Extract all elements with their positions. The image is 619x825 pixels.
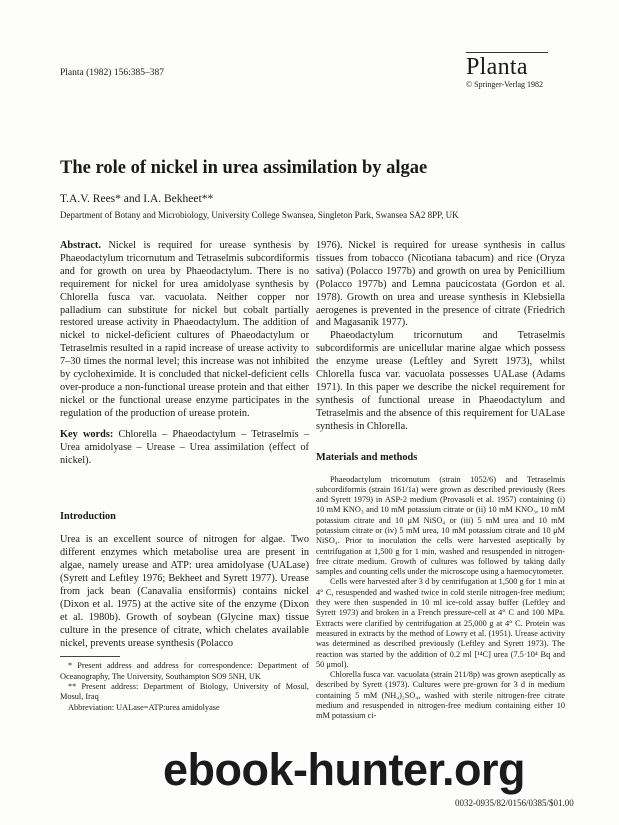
introduction-heading: Introduction bbox=[60, 511, 116, 523]
methods-text bbox=[316, 475, 565, 722]
abstract-label: Abstract. bbox=[60, 240, 101, 251]
methods-heading: Materials and methods bbox=[316, 451, 418, 463]
footnote-abbreviation: Abbreviation: UALase=ATP:urea amidolyase bbox=[68, 702, 220, 712]
keywords-text: Chlorella – Phaeodactylum – Tetraselmis – Urea amidolyase – Urease – Urea assimilation (effect of nickel). bbox=[60, 428, 309, 466]
methods-paragraph-3: Chlorella fusca var. vacuolata (strain 211/8p) was grown aseptically as described by Syrett (1973). Cultures were pre-grown for 3 d in medium containing 5 mM (NH₄)₂SO₄, washed with sterile nitrogen-free citrate medium and resuspended in nitrogen-free medium containing either 10 mM potassium ci- bbox=[316, 670, 565, 721]
introduction-text: Urea is an excellent source of nitrogen for algae. Two different enzymes which metabolise urea are present in algae, namely urease and ATP: urea amidolyase (UALase) (Syrett and Leftley 1976; Bekheet and Syrett 1977). Urease from jack bean (Canavalia ensiformis) contains nickel (Dixon et al. 1975) at the active site of the enzyme (Dixon et al. 1980b). Growth of soybean (Glycine max) tissue culture in the presence of citrate, which chelates available nickel, prevents urease synthesis (Polacco bbox=[60, 534, 309, 649]
journal-citation: Planta (1982) 156:385–387 bbox=[60, 68, 164, 78]
footnote-divider bbox=[60, 656, 120, 657]
footnote-address: * Present address and address for correspondence: Department of Oceanography, The University, Southampton SO9 5NH, UK bbox=[60, 661, 309, 681]
article-title: The role of nickel in urea assimilation by algae bbox=[60, 158, 428, 178]
left-column bbox=[60, 240, 309, 713]
journal-logo bbox=[466, 52, 548, 89]
keywords-label: Key words: bbox=[60, 428, 114, 440]
author-list: T.A.V. Rees* and I.A. Bekheet** bbox=[60, 193, 214, 205]
footnote-present-address: ** Present address: Department of Biology, University of Mosul, Mosul, Iraq bbox=[60, 682, 309, 702]
abstract bbox=[60, 240, 309, 421]
copyright-notice: © Springer-Verlag 1982 bbox=[466, 80, 544, 89]
page-code: 0032-0935/82/0156/0385/$01.00 bbox=[455, 798, 574, 808]
keywords bbox=[60, 429, 309, 468]
right-column bbox=[316, 240, 565, 722]
journal-logo-name: Planta bbox=[466, 54, 528, 80]
affiliation: Department of Botany and Microbiology, University College Swansea, Singleton Park, Swansea SA2 8PP, UK bbox=[60, 210, 459, 220]
intro-continued-paragraph: 1976). Nickel is required for urease synthesis in callus tissues from tobacco (Nicotiana tabacum) and rice (Oryza sativa) (Polacco 1977b) and growth on urea by Penicillium (Polacco 1977b) and Lemna paucicostata (Gordon et al. 1978). Growth on urea and urease synthesis in Klebsiella aerogenes is prevented in the presence of citrate (Friedrich and Magasanik 1977). bbox=[316, 240, 565, 329]
intro-paragraph-2: Phaeodactylum tricornutum and Tetraselmis subcordiformis are unicellular marine algae which possess the enzyme urease (Leftley and Syrett 1973), whilst Chlorella fusca var. vacuolata possesses UALase (Adams 1971). In this paper we describe the nickel requirement for synthesis of functional urease in Phaeodactylum and Tetraselmis and the absence of this requirement for UALase synthesis in Chlorella. bbox=[316, 330, 565, 432]
watermark-text: ebook-hunter.org bbox=[163, 744, 525, 795]
abstract-text: Nickel is required for urease synthesis by Phaeodactylum tricornutum and Tetraselmis subcordiformis and for growth on urea by Phaeodactylum. There is no requirement for nickel for urea amidolyase synthesis by Chlorella fusca var. vacuolata. Neither copper nor palladium can substitute for nickel but cobalt partially restored urease activity in Phaeodactylum. The addition of nickel to nickel-deficient cultures of Phaeodactylum or Tetraselmis resulted in a rapid increase of urease activity to 7–30 times the normal level; this increase was not inhibited by cycloheximide. It is concluded that nickel-deficient cells over-produce a non-functional urease protein and that either nickel or the functional urease enzyme participates in the regulation of the production of urease protein. bbox=[60, 240, 309, 419]
footnotes bbox=[60, 661, 309, 712]
methods-paragraph-1: Phaeodactylum tricornutum (strain 1052/6) and Tetraselmis subcordiformis (strain 161/1a) were grown as described previously (Rees and Syrett 1979) in ASP-2 medium (Provasoli et al. 1957) containing (i) 10 mM KNO₃ and 10 mM potassium citrate or (ii) 10 mM KNO₃, 10 mM potassium citrate and 10 μM NiSO₄ or (iii) 5 mM urea and 10 mM potassium citrate or (iv) 5 mM urea, 10 mM potassium citrate and 10 μM NiSO₄. Prior to inoculation the cells were harvested aseptically by centrifugation at 1,500 g for 1 min, washed and resuspended in nitrogen-free citrate medium. Growth of cultures was followed by taking daily samples and counting cells under the microscope using a haemocytometer. bbox=[316, 474, 565, 577]
methods-paragraph-2: Cells were harvested after 3 d by centrifugation at 1,500 g for 1 min at 4° C, resuspended and washed twice in cold sterile nitrogen-free medium; they were then suspended in 10 ml ice-cold assay buffer (Leftley and Syrett 1973) and broken in a French pressure-cell at 4° C and 100 MPa. Extracts were clarified by centrifugation at 25,000 g at 4° C. Protein was measured in extracts by the method of Lowry et al. (1951). Urease activity was determined as described previously (Leftley and Syrett 1973). The reaction was started by the addition of 0.2 ml [¹⁴C] urea (7.5·10⁴ Bq and 50 μmol). bbox=[316, 577, 565, 669]
logo-rule bbox=[466, 52, 548, 53]
